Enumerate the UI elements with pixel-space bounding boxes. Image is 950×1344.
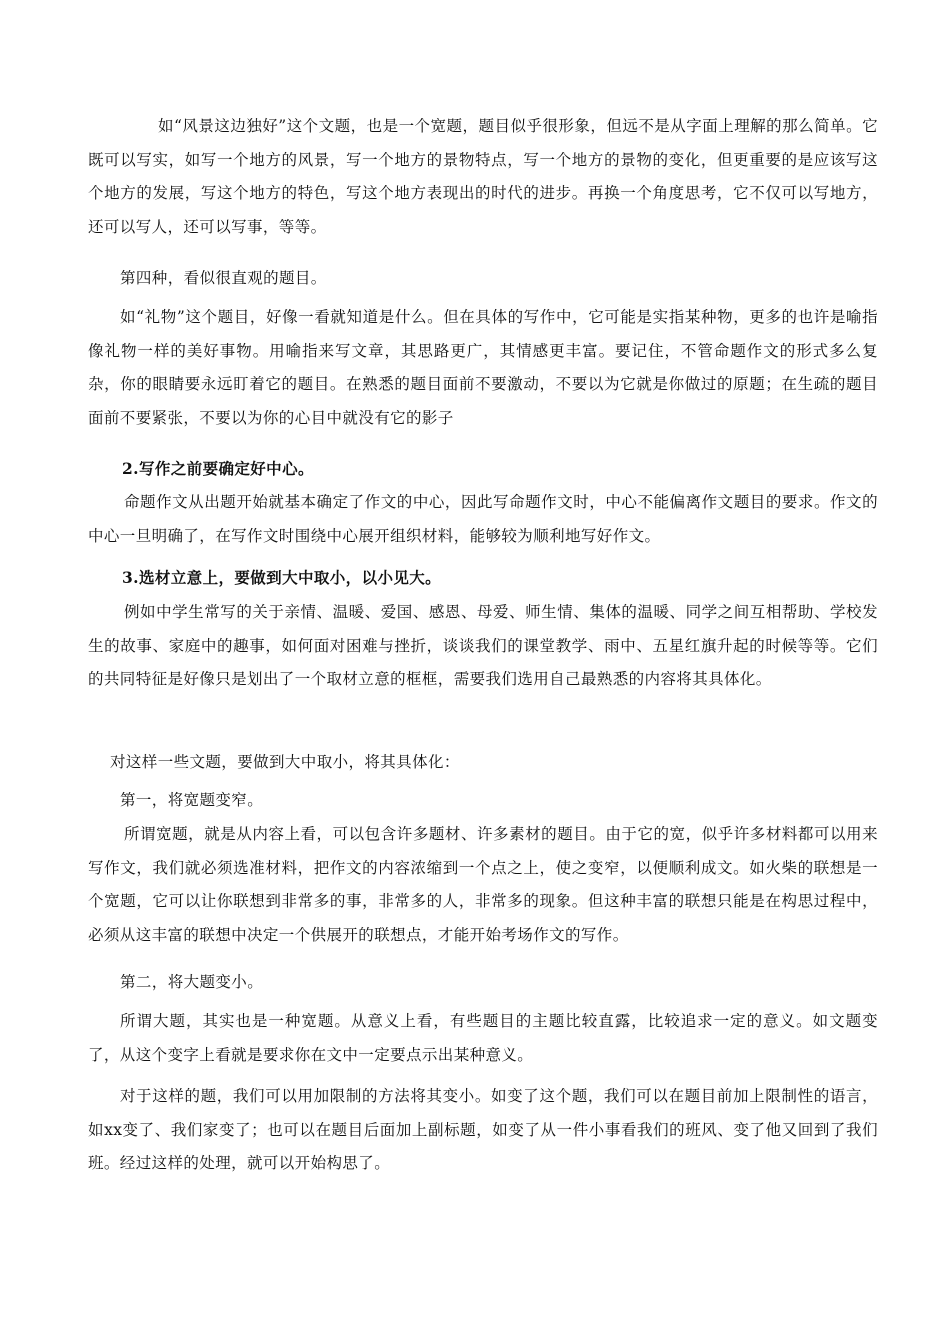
paragraph-center-explanation: 命题作文从出题开始就基本确定了作文的中心，因此写命题作文时，中心不能偏离作文题目的要求。作文的中心一旦明确了，在写作文时围绕中心展开组织材料，能够较为顺利地写好作文。 — [88, 493, 878, 545]
paragraph-limiting-method: 对于这样的题，我们可以用加限制的方法将其变小。如变了这个题，我们可以在题目前加上限制性的语言，如xx变了、我们家变了；也可以在题目后面加上副标题，如变了从一件小事看我们的班风、变了他又回到了我们班。经过这样的处理，就可以开始构思了。 — [88, 1087, 878, 1172]
paragraph-big-topic-explanation: 所谓大题，其实也是一种宽题。从意义上看，有些题目的主题比较直露，比较追求一定的意义。如文题变了，从这个变字上看就是要求你在文中一定要点示出某种意义。 — [88, 1012, 878, 1064]
paragraph-common-topics: 例如中学生常写的关于亲情、温暖、爱国、感恩、母爱、师生情、集体的温暖、同学之间互相帮助、学校发生的故事、家庭中的趣事，如何面对困难与挫折，谈谈我们的课堂教学、雨中、五星红旗升起的时候等等。它们的共同特征是好像只是划出了一个取材立意的框框，需要我们选用自己最熟悉的内容将其具体化。 — [88, 603, 878, 688]
heading-material-selection: 3.选材立意上，要做到大中取小，以小见大。 — [122, 568, 442, 587]
paragraph-narrow-wide-topic: 第一，将宽题变窄。 — [120, 791, 264, 809]
paragraph-landscape-example: 如“风景这边独好”这个文题，也是一个宽题，题目似乎很形象，但远不是从字面上理解的那么简单。它既可以写实，如写一个地方的风景，写一个地方的景物特点，写一个地方的景物的变化，但更重要的是应该写这个地方的发展，写这个地方的特色，写这个地方表现出的时代的进步。再换一个角度思考，它不仅可以写地方，还可以写人，还可以写事，等等。 — [88, 117, 878, 236]
paragraph-gift-example: 如“礼物”这个题目，好像一看就知道是什么。但在具体的写作中，它可能是实指某种物，更多的也许是喻指像礼物一样的美好事物。用喻指来写文章，其思路更广，其情感更丰富。要记住，不管命题作文的形式多么复杂，你的眼睛要永远盯着它的题目。在熟悉的题目面前不要激动，不要以为它就是你做过的原题；在生疏的题目面前不要紧张，不要以为你的心目中就没有它的影子 — [88, 308, 878, 427]
paragraph-fourth-type: 第四种，看似很直观的题目。 — [120, 269, 327, 287]
paragraph-wide-topic-explanation: 所谓宽题，就是从内容上看，可以包含许多题材、许多素材的题目。由于它的宽，似乎许多材料都可以用来写作文，我们就必须选准材料，把作文的内容浓缩到一个点之上，使之变窄，以便顺利成文。如火柴的联想是一个宽题，它可以让你联想到非常多的事，非常多的人，非常多的现象。但这种丰富的联想只能是在构思过程中，必须从这丰富的联想中决定一个供展开的联想点，才能开始考场作文的写作。 — [88, 825, 878, 944]
paragraph-shrink-big-topic: 第二，将大题变小。 — [120, 973, 264, 991]
heading-determine-center: 2.写作之前要确定好中心。 — [122, 459, 314, 478]
paragraph-make-specific: 对这样一些文题，要做到大中取小，将其具体化： — [110, 753, 460, 771]
